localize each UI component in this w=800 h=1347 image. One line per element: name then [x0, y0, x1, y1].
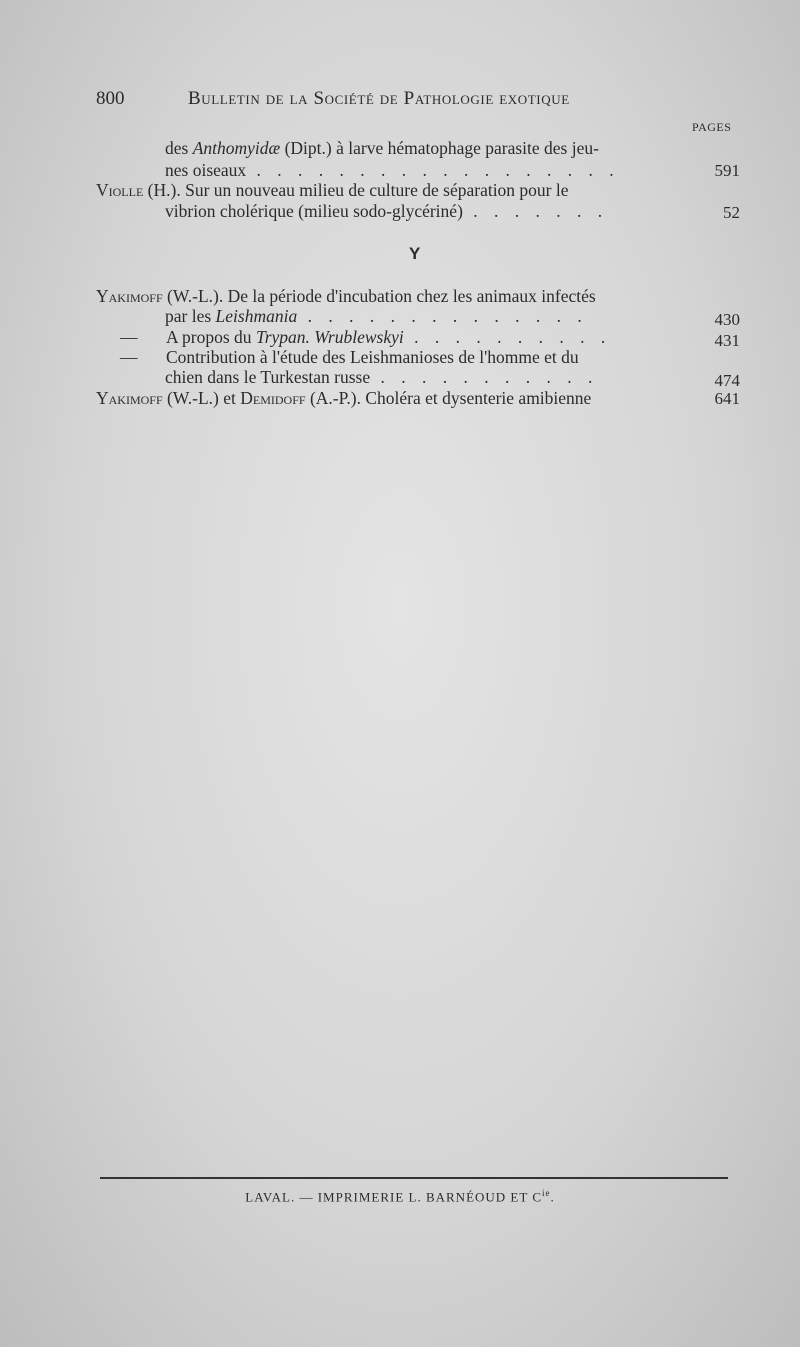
pages-column-label: PAGES	[692, 120, 732, 134]
author-name: Yakimoff	[96, 388, 163, 408]
page-ref: 591	[714, 161, 740, 180]
taxon-name: Leishmania	[215, 306, 298, 326]
entry-yakimoff-1-line2	[165, 306, 588, 326]
entry-yakimoff-3-line2	[165, 367, 598, 387]
imprint-superscript: ie	[542, 1188, 551, 1198]
printer-imprint	[0, 1188, 800, 1205]
dot-leader: . . . . . . . . . . . . . .	[297, 306, 588, 326]
entry-yakimoff-demidoff	[96, 388, 591, 408]
entry-text: (H.). Sur un nouveau milieu de culture de séparation pour le	[143, 180, 569, 200]
taxon-name: Trypan. Wrublewskyi	[255, 327, 404, 347]
entry-text: (Dipt.) à larve hématophage parasite des jeu-	[280, 138, 599, 158]
entry-anthomyidae-line2	[165, 160, 620, 180]
author-name: Yakimoff	[96, 286, 163, 306]
entry-text: Contribution à l'étude des Leishmanioses de l'homme et du	[166, 347, 579, 367]
author-name: Violle	[96, 180, 144, 200]
page-ref: 430	[714, 310, 740, 329]
dot-leader: . . . . . . .	[462, 201, 609, 221]
footer-rule	[100, 1177, 728, 1179]
entry-text: (A.-P.). Choléra et dysenterie amibienne	[305, 388, 592, 408]
entry-yakimoff-3-line1	[120, 347, 579, 367]
page-header	[96, 88, 656, 112]
running-title: Bulletin de la Société de Pathologie exotique	[188, 88, 570, 109]
entry-text: vibrion cholérique (milieu sodo-glycériné)	[165, 201, 463, 221]
imprint-end: .	[550, 1189, 555, 1205]
page-ref: 641	[714, 389, 740, 408]
entry-text: par les	[165, 306, 216, 326]
entry-anthomyidae-line1	[165, 138, 599, 158]
dot-leader: . . . . . . . . . . . . . . . . . .	[246, 160, 620, 180]
ditto-dash: —	[120, 347, 138, 367]
page-number: 800	[96, 88, 125, 109]
entry-text: nes oiseaux	[165, 160, 247, 180]
dot-leader: . . . . . . . . . . .	[370, 367, 599, 387]
page-ref: 474	[714, 371, 740, 390]
taxon-name: Anthomyidæ	[192, 138, 281, 158]
imprint-text: LAVAL. — IMPRIMERIE L. BARNÉOUD ET C	[245, 1189, 542, 1205]
entry-text: chien dans le Turkestan russe	[165, 367, 371, 387]
entry-text: (W.-L.). De la période d'incubation chez les animaux infectés	[162, 286, 596, 306]
ditto-dash: —	[120, 327, 138, 347]
dot-leader: . . . . . . . . . .	[403, 327, 612, 347]
entry-violle-line2	[165, 201, 608, 221]
entry-yakimoff-2	[120, 327, 611, 347]
entry-text: des	[165, 138, 193, 158]
page-ref: 52	[723, 203, 740, 222]
entry-text: A propos du	[166, 327, 256, 347]
author-name: Demidoff	[240, 388, 306, 408]
entry-violle-line1	[96, 180, 569, 200]
page-ref: 431	[714, 331, 740, 350]
section-letter: Y	[409, 244, 421, 263]
entry-text: (W.-L.) et	[162, 388, 241, 408]
entry-yakimoff-1-line1	[96, 286, 596, 306]
